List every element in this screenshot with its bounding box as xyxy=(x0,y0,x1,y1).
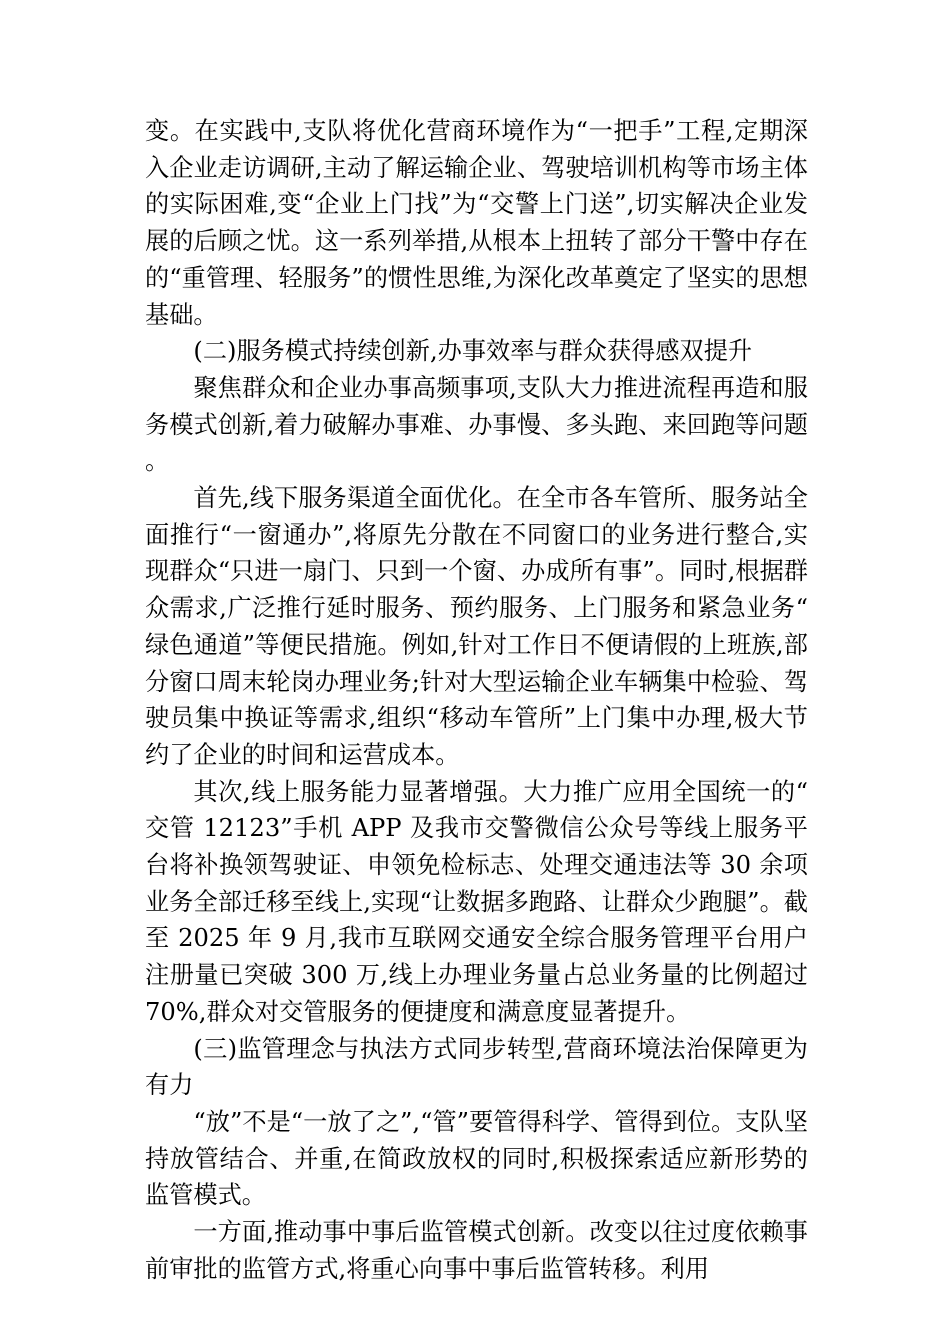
paragraph-supervision-model: 一方面,推动事中事后监管模式创新。改变以往过度依赖事前审批的监管方式,将重心向事中事后监管转移。利用 xyxy=(145,1218,808,1283)
paragraph-offline-service: 首先,线下服务渠道全面优化。在全市各车管所、服务站全面推行“一窗通办”,将原先分散在不同窗口的业务进行整合,实现群众“只进一扇门、只到一个窗、办成所有事”。同时,根据群众需求,广泛推行延时服务、预约服务、上门服务和紧急业务“绿色通道”等便民措施。例如,针对工作日不便请假的上班族,部分窗口周末轮岗办理业务;针对大型运输企业车辆集中检验、驾驶员集中换证等需求,组织“移动车管所”上门集中办理,极大节约了企业的时间和运营成本。 xyxy=(145,484,808,769)
paragraph-regulation-intro: “放”不是“一放了之”,“管”要管得科学、管得到位。支队坚持放管结合、并重,在简政放权的同时,积极探索适应新形势的监管模式。 xyxy=(145,1107,808,1210)
section-heading-2: (二)服务模式持续创新,办事效率与群众获得感双提升 xyxy=(193,337,753,366)
paragraph-intro-service: 聚焦群众和企业办事高频事项,支队大力推进流程再造和服务模式创新,着力破解办事难、办事慢、多头跑、来回跑等问题。 xyxy=(145,373,808,476)
body-text xyxy=(145,113,808,1288)
section-heading-3: (三)监管理念与执法方式同步转型,营商环境法治保障更为有力 xyxy=(145,1034,808,1100)
paragraph-online-service: 其次,线上服务能力显著增强。大力推广应用全国统一的“交管 12123”手机 APP 及我市交警微信公众号等线上服务平台将补换领驾驶证、申领免检标志、处理交通违法等 30 余项业务全部迁移至线上,实现“让数据多跑路、让群众少跑腿”。截至 2025 年 9 月,我市互联网交通安全综合服务管理平台用户注册量已突破 300 万,线上办理业务量占总业务量的比例超过 70%,群众对交管服务的便捷度和满意度显著提升。 xyxy=(145,777,808,1026)
paragraph-continuation: 变。在实践中,支队将优化营商环境作为“一把手”工程,定期深入企业走访调研,主动了解运输企业、驾驶培训机构等市场主体的实际困难,变“企业上门找”为“交警上门送”,切实解决企业发展的后顾之忧。这一系列举措,从根本上扭转了部分干警中存在的“重管理、轻服务”的惯性思维,为深化改革奠定了坚实的思想基础。 xyxy=(145,117,808,329)
